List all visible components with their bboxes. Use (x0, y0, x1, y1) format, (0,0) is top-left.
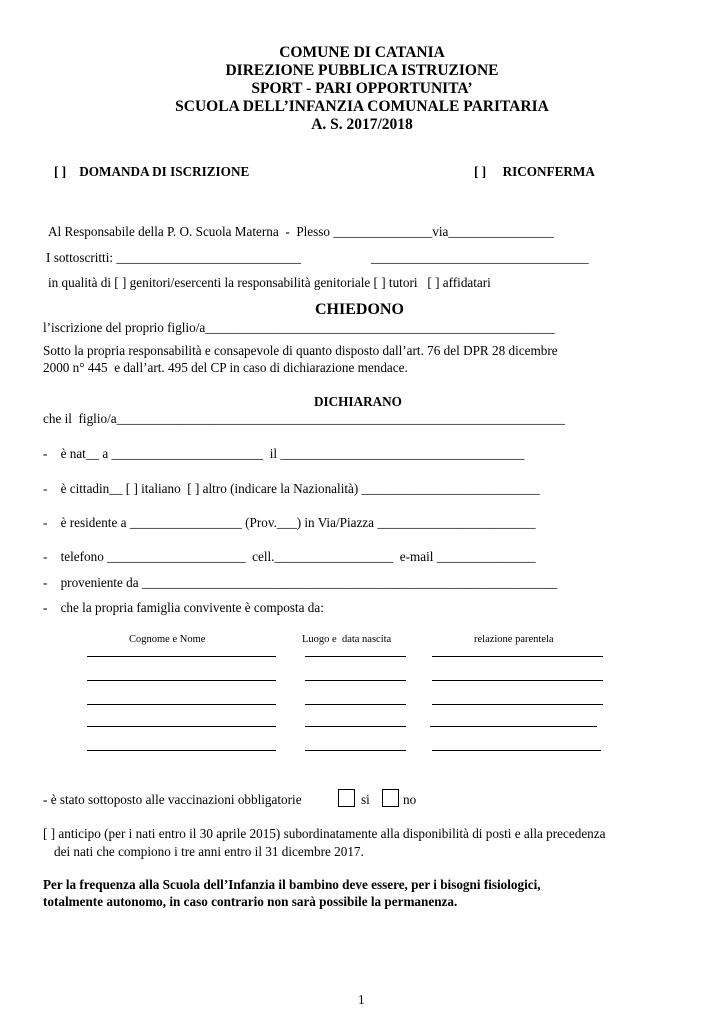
vaccinations-yes-label: si (361, 792, 370, 807)
vaccinations-no-checkbox[interactable] (382, 789, 399, 807)
provenance-line: - proveniente da _______________________________________________________________ (43, 575, 558, 590)
autonomy-notice-1: Per la frequenza alla Scuola dell’Infanzia il bambino deve essere, per i bisogni fisiologici, (43, 877, 541, 892)
vaccinations-yes-checkbox[interactable] (338, 789, 355, 807)
family-row-2-birth[interactable] (305, 680, 406, 681)
column-header-name: Cognome e Nome (129, 634, 206, 645)
family-row-4-relation[interactable] (430, 726, 597, 727)
responsibility-statement-1: Sotto la propria responsabilità e consapevole di quanto disposto dall’art. 76 del DPR 28 dicembre (43, 343, 558, 358)
family-row-1-name[interactable] (87, 656, 276, 657)
page-number: 1 (358, 992, 365, 1007)
autonomy-notice-2: totalmente autonomo, in caso contrario non sarà possibile la permanenza. (43, 894, 458, 909)
family-row-5-relation[interactable] (432, 750, 601, 751)
dichiarano-title: DICHIARANO (314, 394, 402, 409)
birth-line: - è nat__ a _______________________ il _____________________________________ (43, 446, 525, 461)
chiedono-title: CHIEDONO (315, 301, 404, 318)
header-anno-scolastico: A. S. 2017/2018 (311, 116, 413, 133)
family-row-2-relation[interactable] (432, 680, 603, 681)
addressee-line: Al Responsabile della P. O. Scuola Materna - Plesso _______________via________________ (48, 224, 554, 239)
document-header (0, 44, 724, 134)
riconferma-option[interactable]: [ ] RICONFERMA (474, 164, 595, 179)
capacity-line: in qualità di [ ] genitori/esercenti la responsabilità genitoriale [ ] tutori [ ] affidatari (48, 275, 491, 290)
family-row-5-name[interactable] (87, 750, 276, 751)
signers-blank: _________________________________ (371, 250, 589, 265)
citizenship-line: - è cittadin__ [ ] italiano [ ] altro (indicare la Nazionalità) ___________________________ (43, 481, 540, 496)
header-comune: COMUNE DI CATANIA (279, 44, 445, 61)
domanda-iscrizione-option[interactable]: [ ] DOMANDA DI ISCRIZIONE (54, 164, 250, 179)
family-row-3-birth[interactable] (305, 704, 406, 705)
family-row-2-name[interactable] (87, 680, 276, 681)
early-enrollment-option[interactable]: [ ] anticipo (per i nati entro il 30 aprile 2015) subordinatamente alla disponibilità di posti e alla precedenza (43, 826, 606, 841)
vaccinations-label: - è stato sottoposto alle vaccinazioni obbligatorie (43, 792, 302, 807)
header-direzione: DIREZIONE PUBBLICA ISTRUZIONE (225, 62, 499, 79)
family-row-3-name[interactable] (87, 704, 276, 705)
family-row-3-relation[interactable] (432, 704, 603, 705)
family-intro-line: - che la propria famiglia convivente è composta da: (43, 600, 324, 615)
family-row-4-birth[interactable] (305, 726, 406, 727)
early-enrollment-condition: dei nati che compiono i tre anni entro il 31 dicembre 2017. (54, 844, 364, 859)
residence-line: - è residente a _________________ (Prov.___) in Via/Piazza ________________________ (43, 515, 536, 530)
enrollment-line: l’iscrizione del proprio figlio/a_____________________________________________________ (43, 320, 555, 335)
family-row-4-name[interactable] (87, 726, 276, 727)
column-header-relation: relazione parentela (474, 634, 554, 645)
responsibility-statement-2: 2000 n° 445 e dall’art. 495 del CP in caso di dichiarazione mendace. (43, 360, 408, 375)
header-scuola: SCUOLA DELL’INFANZIA COMUNALE PARITARIA (175, 98, 549, 115)
family-row-1-relation[interactable] (432, 656, 603, 657)
vaccinations-no-label: no (403, 792, 417, 807)
family-row-5-birth[interactable] (305, 750, 406, 751)
child-line: che il figlio/a____________________________________________________________________ (43, 411, 565, 426)
header-sport: SPORT - PARI OPPORTUNITA’ (251, 80, 473, 97)
family-row-1-birth[interactable] (305, 656, 406, 657)
signers-label: I sottoscritti: ____________________________ (46, 250, 301, 265)
contacts-line: - telefono _____________________ cell.__________________ e-mail _______________ (43, 549, 536, 564)
column-header-birth: Luogo e data nascita (302, 634, 392, 645)
